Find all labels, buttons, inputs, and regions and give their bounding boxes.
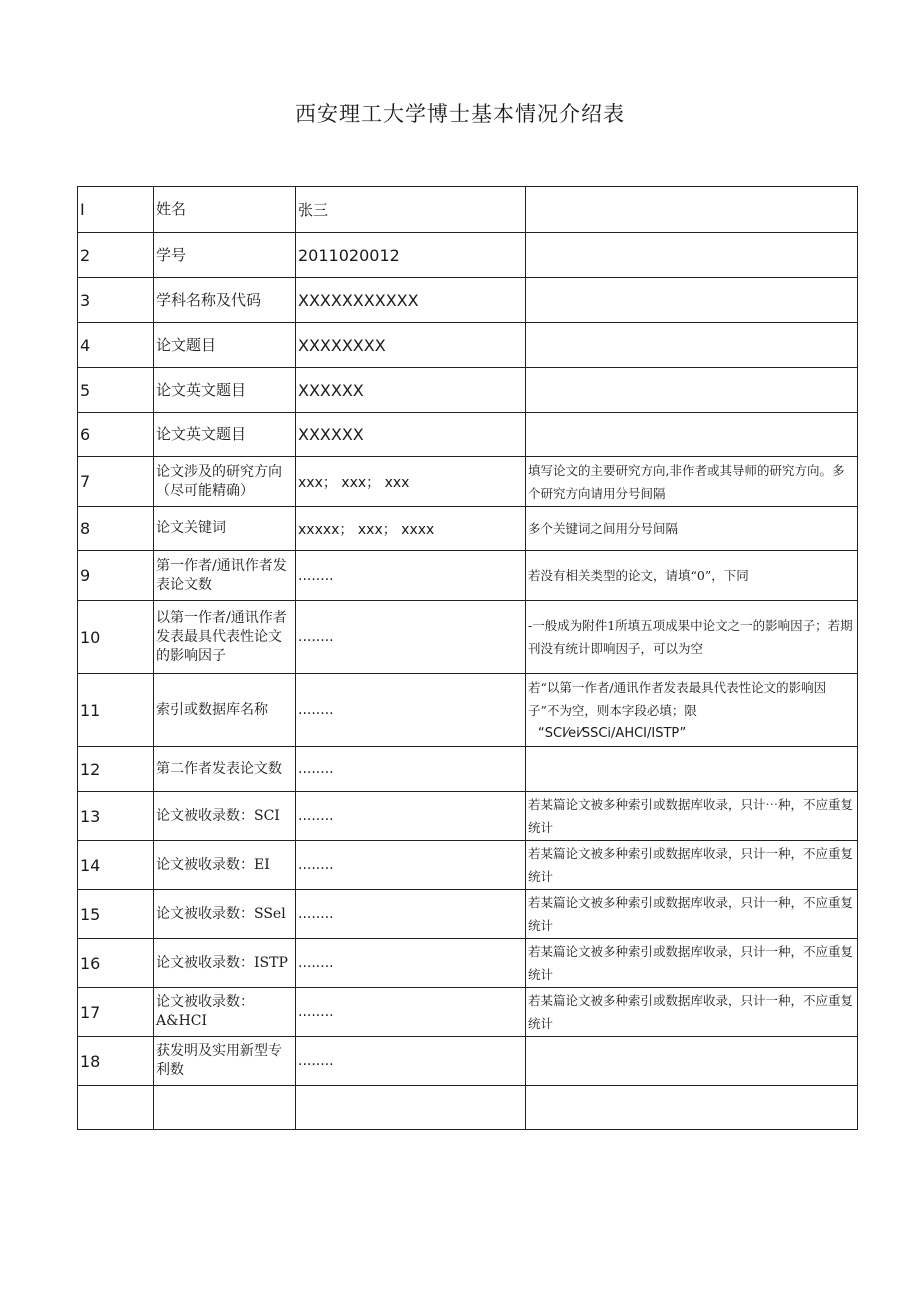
field-value-ahci-count[interactable]: ........ [296,988,526,1037]
row-number: 16 [78,939,154,988]
field-label-english-title: 论文英文题目 [154,413,296,457]
table-row [78,601,858,674]
field-note [526,323,858,368]
field-note [526,187,858,233]
field-value-student-id[interactable]: 2011020012 [296,233,526,278]
field-note: 多个关键词之间用分号间隔 [526,507,858,551]
field-label-istp-count: 论文被收录数：ISTP [154,939,296,988]
info-table [77,186,858,1130]
field-value-index-database[interactable]: ........ [296,674,526,747]
field-note: 若某篇论文被多种索引或数据库收录，只计一种，不应重复统计 [526,841,858,890]
row-number: I [78,187,154,233]
row-number: 10 [78,601,154,674]
row-number: 9 [78,551,154,601]
field-label-thesis-title: 论文题目 [154,323,296,368]
field-label-discipline: 学科名称及代码 [154,278,296,323]
field-label-first-author-papers: 第一作者/通讯作者发表论文数 [154,551,296,601]
field-value-ssci-count[interactable]: ........ [296,890,526,939]
table-row [78,939,858,988]
field-label-patents: 获发明及实用新型专利数 [154,1037,296,1086]
table-row-empty [78,1086,858,1130]
table-row [78,323,858,368]
table-row [78,674,858,747]
row-number: 5 [78,368,154,413]
row-number: 4 [78,323,154,368]
field-value-english-title[interactable]: XXXXXX [296,413,526,457]
empty-cell [154,1086,296,1130]
field-label-english-title: 论文英文题目 [154,368,296,413]
field-value-keywords[interactable]: xxxxx； xxx； xxxx [296,507,526,551]
field-note [526,413,858,457]
field-note: 若某篇论文被多种索引或数据库收录，只计⋯种，不应重复统计 [526,792,858,841]
table-row [78,278,858,323]
table-row [78,187,858,233]
table-row [78,1037,858,1086]
field-value-english-title[interactable]: XXXXXX [296,368,526,413]
table-row [78,457,858,507]
table-row [78,792,858,841]
field-value-patents[interactable]: ........ [296,1037,526,1086]
field-note [526,674,858,747]
table-row [78,551,858,601]
field-value-research-direction[interactable]: xxx； xxx； xxx [296,457,526,507]
row-number: 18 [78,1037,154,1086]
row-number: 12 [78,747,154,792]
table-row [78,413,858,457]
field-label-index-database: 索引或数据库名称 [154,674,296,747]
row-number: 14 [78,841,154,890]
field-note: -一般成为附件1所填五项成果中论文之一的影响因子；若期刊没有统计即响因子，可以为空 [526,601,858,674]
field-note: 填写论文的主要研究方向,非作者或其导师的研究方向。多个研究方向请用分号间隔 [526,457,858,507]
field-note [526,1037,858,1086]
table-row [78,841,858,890]
empty-cell [78,1086,154,1130]
field-label-keywords: 论文关键词 [154,507,296,551]
field-label-student-id: 学号 [154,233,296,278]
field-label-name: 姓名 [154,187,296,233]
field-note: 若没有相关类型的论文，请填“0”，下同 [526,551,858,601]
field-value-istp-count[interactable]: ........ [296,939,526,988]
field-value-name[interactable]: 张三 [296,187,526,233]
field-note: 若某篇论文被多种索引或数据库收录，只计一种，不应重复统计 [526,939,858,988]
table-row [78,507,858,551]
field-label-ei-count: 论文被收录数：EI [154,841,296,890]
empty-cell[interactable] [296,1086,526,1130]
field-label-impact-factor: 以第一作者/通讯作者发表最具代表性论文的影响因子 [154,601,296,674]
row-number: 15 [78,890,154,939]
field-note: 若某篇论文被多种索引或数据库收录，只计一种，不应重复统计 [526,890,858,939]
field-value-sci-count[interactable]: ........ [296,792,526,841]
table-row [78,747,858,792]
table-row [78,368,858,413]
field-value-thesis-title[interactable]: XXXXXXXX [296,323,526,368]
field-note [526,278,858,323]
table-row [78,890,858,939]
table-row [78,233,858,278]
field-note [526,747,858,792]
field-note-text: 若“以第一作者/通讯作者发表最具代表性论文的影响因子”不为空，则本字段必填；限 [528,679,827,718]
field-value-first-author-papers[interactable]: ........ [296,551,526,601]
field-label-sci-count: 论文被收录数：SCI [154,792,296,841]
field-note: 若某篇论文被多种索引或数据库收录，只计一种，不应重复统计 [526,988,858,1037]
row-number: 6 [78,413,154,457]
row-number: 17 [78,988,154,1037]
row-number: 13 [78,792,154,841]
field-label-ahci-count: 论文被收录数：A&HCI [154,988,296,1037]
empty-cell [526,1086,858,1130]
row-number: 3 [78,278,154,323]
field-note [526,368,858,413]
field-label-research-direction: 论文涉及的研究方向（尽可能精确） [154,457,296,507]
field-note-index-list: “SCI⁄ei⁄SSCi/AHCI/ISTP” [538,725,687,741]
table-row [78,988,858,1037]
row-number: 8 [78,507,154,551]
field-label-ssci-count: 论文被收录数：SSel [154,890,296,939]
row-number: 11 [78,674,154,747]
page-title: 西安理工大学博士基本情况介绍表 [295,102,625,126]
field-note [526,233,858,278]
row-number: 7 [78,457,154,507]
field-value-second-author-papers[interactable]: ........ [296,747,526,792]
field-value-discipline[interactable]: XXXXXXXXXXX [296,278,526,323]
field-label-second-author-papers: 第二作者发表论文数 [154,747,296,792]
row-number: 2 [78,233,154,278]
field-value-ei-count[interactable]: ........ [296,841,526,890]
field-value-impact-factor[interactable]: ........ [296,601,526,674]
